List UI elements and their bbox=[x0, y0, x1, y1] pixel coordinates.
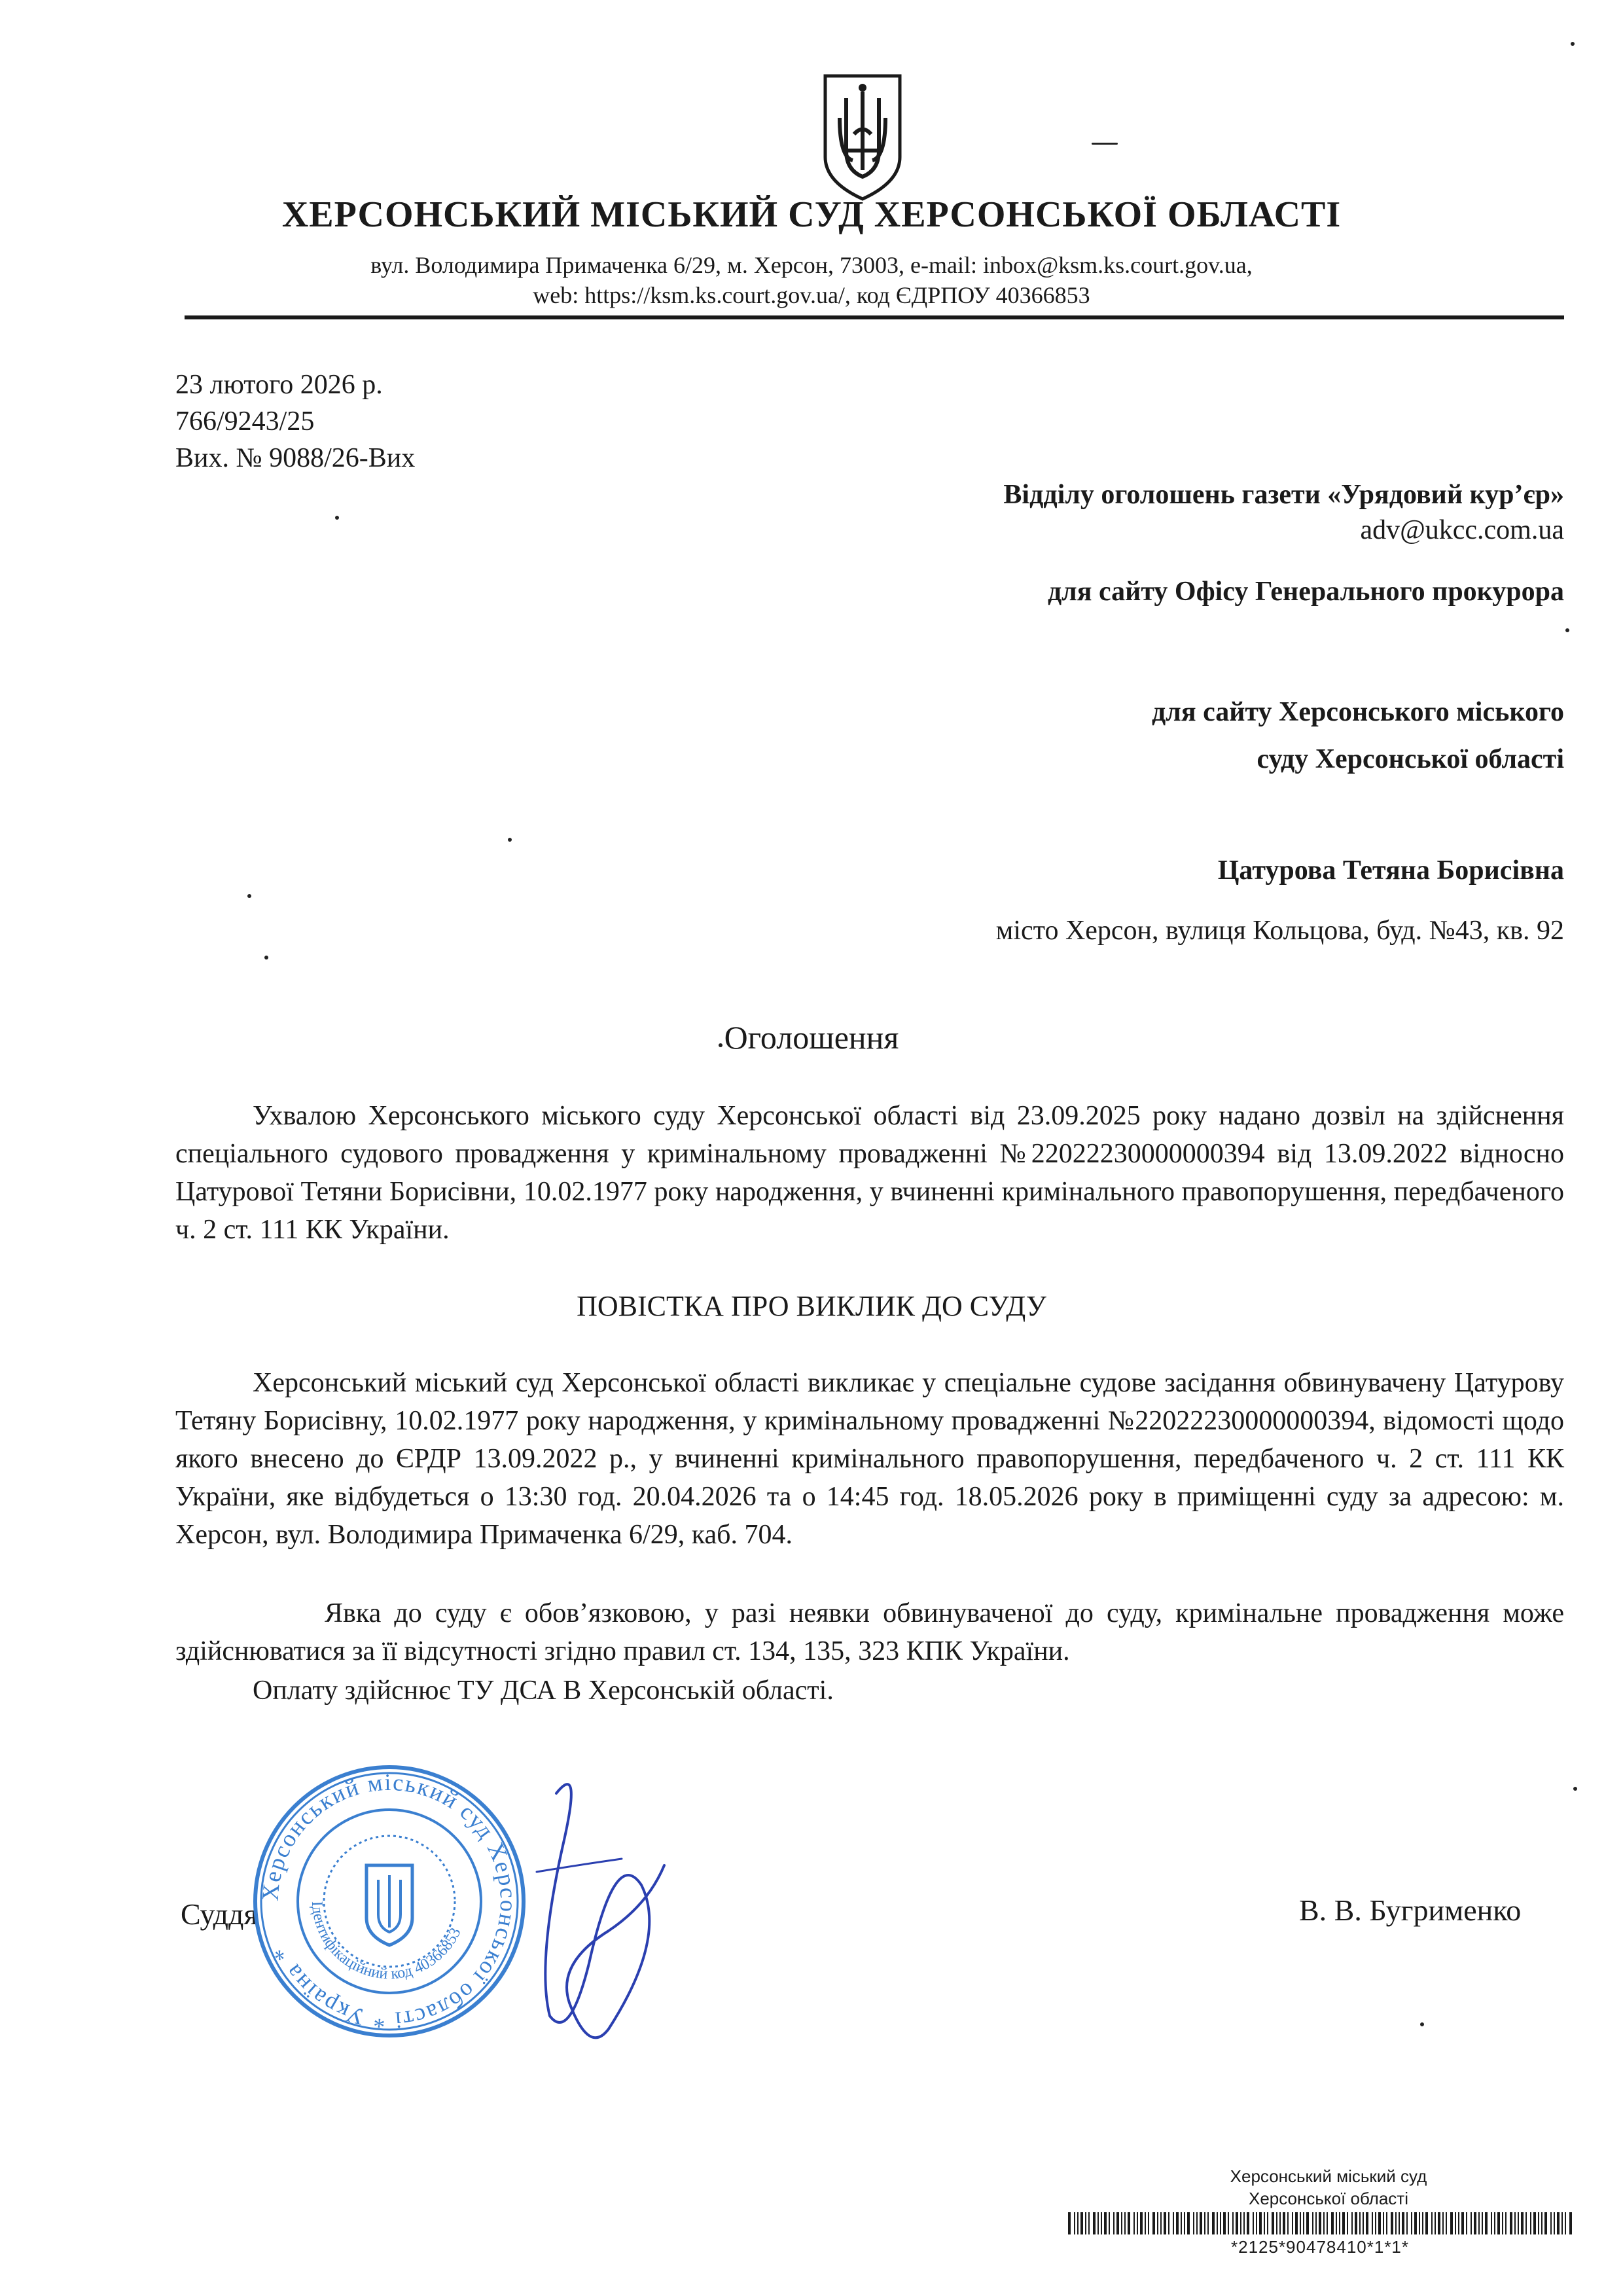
recipient-person-name: Цатурова Тетяна Борисівна bbox=[1217, 855, 1564, 886]
barcode-text: *2125*90478410*1*1* bbox=[1230, 2237, 1410, 2257]
barcode-bar bbox=[1267, 2212, 1268, 2234]
barcode-bar bbox=[1458, 2212, 1459, 2234]
barcode-bar bbox=[1173, 2212, 1174, 2234]
judge-label: Суддя bbox=[181, 1897, 258, 1931]
barcode-bar bbox=[1128, 2212, 1130, 2234]
barcode-bar bbox=[1569, 2212, 1572, 2234]
barcode-bar bbox=[1505, 2212, 1507, 2234]
barcode-bar bbox=[1359, 2212, 1361, 2234]
barcode-bar bbox=[1068, 2212, 1071, 2234]
court-stamp-icon bbox=[249, 1761, 530, 2042]
scan-speck bbox=[1092, 143, 1118, 145]
barcode-bar bbox=[1541, 2212, 1543, 2234]
barcode-bar bbox=[1482, 2212, 1483, 2234]
barcode-bar bbox=[1160, 2212, 1162, 2234]
barcode-bar bbox=[1422, 2212, 1423, 2234]
barcode-bar bbox=[1109, 2212, 1110, 2234]
barcode-bar bbox=[1466, 2212, 1467, 2234]
barcode-bar bbox=[1176, 2212, 1179, 2234]
barcode-bar bbox=[1256, 2212, 1257, 2234]
barcode-bar bbox=[1399, 2212, 1400, 2234]
barcode-bar bbox=[1236, 2212, 1238, 2234]
barcode bbox=[1068, 2212, 1572, 2234]
barcode-bar bbox=[1419, 2212, 1420, 2234]
barcode-bar bbox=[1080, 2212, 1083, 2234]
barcode-bar bbox=[1431, 2212, 1433, 2234]
court-address-line2: web: https://ksm.ks.court.gov.ua/, код ЄДРПОУ 40366853 bbox=[533, 282, 1090, 308]
barcode-bar bbox=[1315, 2212, 1317, 2234]
barcode-bar bbox=[1331, 2212, 1334, 2234]
announcement-text: Ухвалою Херсонського міського суду Херсонської області від 23.09.2025 року надано дозвіл на здійснення спеціального судового провадження у кримінальному провадженні №22022230000000394 від 13.09.2022 відносно Цатурової Тетяни Борисівни, 10.02.1977 року народження, у вчиненні кримінального правопорушення, передбаченого ч. 2 ст. 111 КК України. bbox=[175, 1101, 1564, 1245]
barcode-bar bbox=[1193, 2212, 1194, 2234]
barcode-bar bbox=[1474, 2212, 1476, 2234]
barcode-bar bbox=[1533, 2212, 1536, 2234]
barcode-bar bbox=[1510, 2212, 1512, 2234]
barcode-bar bbox=[1319, 2212, 1321, 2234]
barcode-bar bbox=[1104, 2212, 1107, 2234]
barcode-bar bbox=[1152, 2212, 1155, 2234]
barcode-bar bbox=[1085, 2212, 1086, 2234]
barcode-bar bbox=[1207, 2212, 1209, 2234]
barcode-bar bbox=[1217, 2212, 1218, 2234]
barcode-bar bbox=[1514, 2212, 1516, 2234]
barcode-bar bbox=[1414, 2212, 1417, 2234]
scan-speck bbox=[1573, 1787, 1577, 1791]
barcode-bar bbox=[1124, 2212, 1126, 2234]
stamp-inner-text: Ідентифікаційний код 40366853 bbox=[308, 1901, 465, 1983]
recipient-newspaper: Відділу оголошень газети «Урядовий кур’єр» bbox=[1003, 480, 1564, 510]
barcode-bar bbox=[1259, 2212, 1262, 2234]
barcode-bar bbox=[1497, 2212, 1500, 2234]
scan-speck bbox=[1565, 628, 1569, 632]
barcode-bar bbox=[1140, 2212, 1143, 2234]
barcode-bar bbox=[1455, 2212, 1456, 2234]
barcode-bar bbox=[1292, 2212, 1293, 2234]
barcode-bar bbox=[1363, 2212, 1364, 2234]
stamp-outer-text: Херсонський міський суд Херсонської області * Україна * bbox=[257, 1768, 522, 2034]
barcode-bar bbox=[1442, 2212, 1444, 2234]
court-name: ХЕРСОНСЬКИЙ МІСЬКИЙ СУД ХЕРСОНСЬКОЇ ОБЛАСТІ bbox=[281, 194, 1342, 235]
barcode-bar bbox=[1137, 2212, 1138, 2234]
barcode-bar bbox=[1544, 2212, 1547, 2234]
barcode-bar bbox=[1411, 2212, 1412, 2234]
barcode-bar bbox=[1372, 2212, 1373, 2234]
summons-paragraph-2: Явка до суду є обов’язковою, у разі неявки обвинуваченої до суду, кримінальне провадження може здійснюватися за її відсутності згідно правил ст. 134, 135, 323 КПК України. bbox=[175, 1598, 1564, 1666]
barcode-bar bbox=[1312, 2212, 1313, 2234]
barcode-bar bbox=[1525, 2212, 1527, 2234]
barcode-bar bbox=[1157, 2212, 1158, 2234]
barcode-bar bbox=[1406, 2212, 1408, 2234]
barcode-bar bbox=[1264, 2212, 1265, 2234]
barcode-bar bbox=[1101, 2212, 1102, 2234]
barcode-bar bbox=[1223, 2212, 1226, 2234]
barcode-bar bbox=[1327, 2212, 1328, 2234]
barcode-bar bbox=[1097, 2212, 1099, 2234]
barcode-bar bbox=[1306, 2212, 1309, 2234]
barcode-bar bbox=[1557, 2212, 1560, 2234]
judge-signature bbox=[510, 1767, 681, 2042]
barcode-bar bbox=[1378, 2212, 1381, 2234]
scan-speck bbox=[1420, 2022, 1424, 2026]
scan-speck bbox=[335, 516, 339, 520]
barcode-bar bbox=[1187, 2212, 1190, 2234]
scan-speck bbox=[1571, 42, 1575, 46]
scan-speck bbox=[264, 956, 268, 960]
recipient-prosecutor: для сайту Офісу Генерального прокурора bbox=[1047, 577, 1564, 607]
svg-text:Ідентифікаційний код 40366853 bbox=[308, 1901, 465, 1982]
case-number: 766/9243/25 bbox=[175, 406, 315, 437]
outgoing-number: Вих. № 9088/26-Вих bbox=[175, 443, 416, 473]
barcode-bar bbox=[1295, 2212, 1298, 2234]
barcode-bar bbox=[1283, 2212, 1285, 2234]
footer-court-line2: Херсонської області bbox=[1249, 2189, 1408, 2208]
barcode-bar bbox=[1212, 2212, 1215, 2234]
barcode-bar bbox=[1383, 2212, 1384, 2234]
barcode-bar bbox=[1342, 2212, 1345, 2234]
barcode-bar bbox=[1121, 2212, 1122, 2234]
court-address-line1: вул. Володимира Примаченка 6/29, м. Херсон, 73003, e-mail: inbox@ksm.ks.court.gov.ua, bbox=[370, 252, 1253, 278]
barcode-bar bbox=[1550, 2212, 1552, 2234]
summons-paragraph-1: Херсонський міський суд Херсонської області викликає у спеціальне судове засідання обвинувачену Цатурову Тетяну Борисівну, 10.02.1977 року народження, у кримінальному провадженні №22022230000000394, відомості щодо якого внесено до ЄРДР 13.09.2022 р., у вчиненні кримінального правопорушення, передбаченого ч. 2 ст. 111 КК України, яке відбудеться о 13:30 год. 20.04.2026 та о 14:45 год. 18.05.2026 року в приміщенні суду за адресою: м. Херсон, вул. Володимира Примаченка 6/29, каб. 704. bbox=[175, 1368, 1564, 1550]
barcode-bar bbox=[1093, 2212, 1096, 2234]
barcode-bar bbox=[1347, 2212, 1348, 2234]
barcode-bar bbox=[1450, 2212, 1453, 2234]
summons-title: ПОВІСТКА ПРО ВИКЛИК ДО СУДУ bbox=[577, 1290, 1046, 1322]
barcode-bar bbox=[1521, 2212, 1524, 2234]
barcode-bar bbox=[1554, 2212, 1555, 2234]
barcode-bar bbox=[1228, 2212, 1229, 2234]
barcode-bar bbox=[1366, 2212, 1368, 2234]
barcode-bar bbox=[1272, 2212, 1274, 2234]
scan-speck bbox=[719, 1043, 722, 1047]
barcode-bar bbox=[1168, 2212, 1169, 2234]
barcode-bar bbox=[1391, 2212, 1393, 2234]
barcode-bar bbox=[1494, 2212, 1495, 2234]
barcode-bar bbox=[1502, 2212, 1503, 2234]
coat-of-arms-icon bbox=[820, 72, 905, 203]
barcode-bar bbox=[1300, 2212, 1301, 2234]
barcode-bar bbox=[1181, 2212, 1182, 2234]
barcode-bar bbox=[1323, 2212, 1325, 2234]
barcode-bar bbox=[1287, 2212, 1289, 2234]
recipient-newspaper-email: adv@ukcc.com.ua bbox=[1360, 515, 1564, 545]
barcode-bar bbox=[1253, 2212, 1254, 2234]
barcode-bar bbox=[1355, 2212, 1357, 2234]
barcode-bar bbox=[1184, 2212, 1185, 2234]
barcode-bar bbox=[1425, 2212, 1428, 2234]
header-divider bbox=[185, 315, 1564, 319]
barcode-bar bbox=[1113, 2212, 1115, 2234]
barcode-bar bbox=[1386, 2212, 1387, 2234]
barcode-bar bbox=[1074, 2212, 1075, 2234]
barcode-bar bbox=[1339, 2212, 1340, 2234]
barcode-bar bbox=[1276, 2212, 1277, 2234]
barcode-bar bbox=[1478, 2212, 1480, 2234]
recipient-court-site-line1: для сайту Херсонського міського bbox=[1152, 697, 1564, 727]
barcode-bar bbox=[1402, 2212, 1404, 2234]
barcode-bar bbox=[1375, 2212, 1376, 2234]
barcode-bar bbox=[1204, 2212, 1205, 2234]
barcode-bar bbox=[1435, 2212, 1436, 2234]
document-date: 23 лютого 2026 р. bbox=[175, 370, 383, 400]
barcode-bar bbox=[1220, 2212, 1221, 2234]
barcode-bar bbox=[1538, 2212, 1539, 2234]
scan-speck bbox=[508, 838, 512, 842]
recipient-person-address: місто Херсон, вулиця Кольцова, буд. №43, кв. 92 bbox=[995, 916, 1564, 946]
barcode-bar bbox=[1200, 2212, 1202, 2234]
barcode-bar bbox=[1336, 2212, 1337, 2234]
barcode-bar bbox=[1133, 2212, 1135, 2234]
barcode-bar bbox=[1395, 2212, 1397, 2234]
scan-speck bbox=[247, 894, 251, 898]
barcode-bar bbox=[1461, 2212, 1464, 2234]
judge-name: В. В. Бугрименко bbox=[1299, 1893, 1522, 1927]
barcode-bar bbox=[1243, 2212, 1245, 2234]
barcode-bar bbox=[1279, 2212, 1281, 2234]
barcode-bar bbox=[1565, 2212, 1566, 2234]
barcode-bar bbox=[1491, 2212, 1492, 2234]
barcode-bar bbox=[1518, 2212, 1519, 2234]
barcode-bar bbox=[1077, 2212, 1079, 2234]
barcode-bar bbox=[1530, 2212, 1531, 2234]
barcode-bar bbox=[1446, 2212, 1447, 2234]
barcode-bar bbox=[1232, 2212, 1234, 2234]
footer-court-line1: Херсонський міський суд bbox=[1230, 2166, 1427, 2186]
barcode-bar bbox=[1471, 2212, 1472, 2234]
barcode-bar bbox=[1240, 2212, 1241, 2234]
barcode-bar bbox=[1485, 2212, 1488, 2234]
barcode-bar bbox=[1196, 2212, 1198, 2234]
barcode-bar bbox=[1088, 2212, 1090, 2234]
barcode-bar bbox=[1116, 2212, 1119, 2234]
summons-paragraph-3: Оплату здійснює ТУ ДСА В Херсонській області. bbox=[253, 1676, 834, 1706]
announcement-title: Оголошення bbox=[724, 1019, 899, 1056]
barcode-bar bbox=[1247, 2212, 1249, 2234]
barcode-bar bbox=[1164, 2212, 1166, 2234]
barcode-bar bbox=[1145, 2212, 1146, 2234]
barcode-bar bbox=[1351, 2212, 1353, 2234]
barcode-bar bbox=[1561, 2212, 1563, 2234]
recipient-court-site-line2: суду Херсонської області bbox=[1257, 744, 1564, 774]
barcode-bar bbox=[1303, 2212, 1304, 2234]
barcode-bar bbox=[1438, 2212, 1440, 2234]
barcode-bar bbox=[1148, 2212, 1149, 2234]
